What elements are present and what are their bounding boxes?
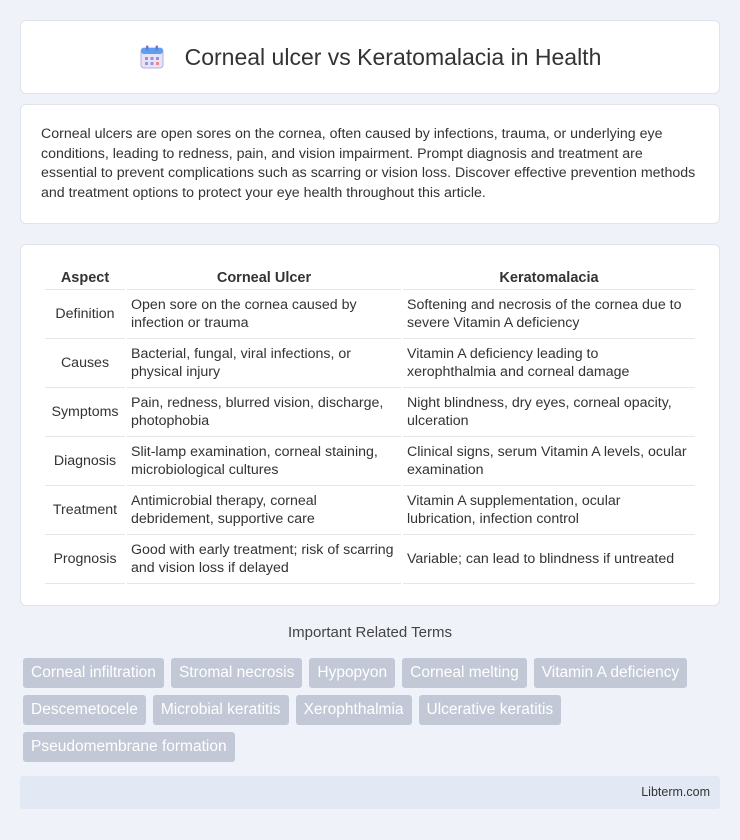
calendar-icon: [139, 44, 165, 70]
table-row: [45, 290, 695, 339]
table-row: [45, 388, 695, 437]
row-kerato-value: Night blindness, dry eyes, corneal opacity, ulceration: [403, 388, 695, 437]
row-ulcer-value: Pain, redness, blurred vision, discharge, photophobia: [127, 388, 401, 437]
table-row: [45, 486, 695, 535]
page-title: Corneal ulcer vs Keratomalacia in Health: [184, 43, 602, 70]
row-aspect: Treatment: [45, 486, 125, 535]
header-aspect: Aspect: [45, 265, 125, 290]
intro-paragraph: Corneal ulcers are open sores on the cornea, often caused by infections, trauma, or underlying eye conditions, leading to redness, pain, and vision impairment. Prompt diagnosis and treatment are essential to prevent complications such as scarring or vision loss. Discover effective prevention methods and treatment options to protect your eye health throughout this article.: [41, 126, 696, 201]
row-aspect: Definition: [45, 290, 125, 339]
related-term-tag[interactable]: Corneal infiltration: [23, 658, 164, 688]
table-header-row: [45, 265, 695, 290]
row-ulcer-value: Bacterial, fungal, viral infections, or physical injury: [127, 339, 401, 388]
related-terms-list: [23, 658, 723, 769]
related-term-tag[interactable]: Xerophthalmia: [296, 695, 412, 725]
row-ulcer-value: Antimicrobial therapy, corneal debridement, supportive care: [127, 486, 401, 535]
related-term-tag[interactable]: Ulcerative keratitis: [419, 695, 562, 725]
table-row: [45, 535, 695, 584]
row-kerato-value: Softening and necrosis of the cornea due to severe Vitamin A deficiency: [403, 290, 695, 339]
header-corneal-ulcer: Corneal Ulcer: [127, 265, 401, 290]
footer-site-link[interactable]: Libterm.com: [641, 785, 710, 799]
row-aspect: Diagnosis: [45, 437, 125, 486]
row-kerato-value: Vitamin A supplementation, ocular lubrication, infection control: [403, 486, 695, 535]
row-kerato-value: Variable; can lead to blindness if untreated: [403, 535, 695, 584]
row-ulcer-value: Open sore on the cornea caused by infection or trauma: [127, 290, 401, 339]
row-aspect: Prognosis: [45, 535, 125, 584]
comparison-table: [43, 265, 697, 584]
intro-card: [20, 104, 720, 224]
related-term-tag[interactable]: Descemetocele: [23, 695, 146, 725]
row-kerato-value: Clinical signs, serum Vitamin A levels, ocular examination: [403, 437, 695, 486]
related-terms-title: Important Related Terms: [288, 624, 452, 641]
related-term-tag[interactable]: Pseudomembrane formation: [23, 732, 235, 762]
related-term-tag[interactable]: Microbial keratitis: [153, 695, 289, 725]
row-ulcer-value: Good with early treatment; risk of scarring and vision loss if delayed: [127, 535, 401, 584]
row-aspect: Causes: [45, 339, 125, 388]
row-ulcer-value: Slit-lamp examination, corneal staining, microbiological cultures: [127, 437, 401, 486]
table-row: [45, 339, 695, 388]
comparison-table-card: [20, 244, 720, 606]
related-term-tag[interactable]: Stromal necrosis: [171, 658, 302, 688]
related-term-tag[interactable]: Corneal melting: [402, 658, 527, 688]
related-term-tag[interactable]: Vitamin A deficiency: [534, 658, 688, 688]
header-keratomalacia: Keratomalacia: [403, 265, 695, 290]
footer-bar: [20, 776, 720, 809]
row-kerato-value: Vitamin A deficiency leading to xerophthalmia and corneal damage: [403, 339, 695, 388]
row-aspect: Symptoms: [45, 388, 125, 437]
header-card: [20, 20, 720, 94]
table-row: [45, 437, 695, 486]
related-term-tag[interactable]: Hypopyon: [309, 658, 395, 688]
